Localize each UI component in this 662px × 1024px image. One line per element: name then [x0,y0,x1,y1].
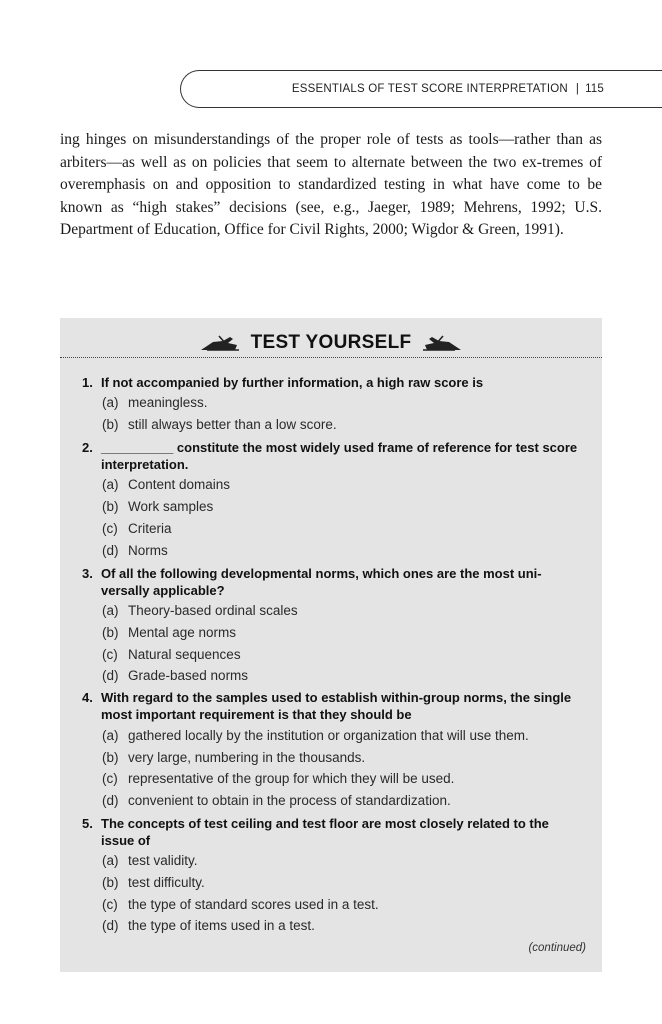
question-stem: If not accompanied by further information, a high raw score is [101,375,484,390]
option-text: the type of standard scores used in a test. [128,897,379,912]
option-label: (a) [102,728,119,743]
option-text: test validity. [128,853,198,868]
option-text: Content domains [128,477,231,492]
option-text: meaningless. [128,395,208,410]
question-number: 4. [82,690,93,705]
option-label: (b) [102,417,119,432]
test-yourself-heading [60,330,602,356]
continued-note: (continued) [528,942,586,954]
option-label: (d) [102,793,119,808]
question-2 [82,439,582,473]
option-label: (b) [102,625,119,640]
option-5a [102,852,572,870]
option-text: still always better than a low score. [128,417,337,432]
option-label: (a) [102,603,119,618]
option-1a [102,394,572,412]
option-label: (b) [102,750,119,765]
option-text: convenient to obtain in the process of standardization. [128,793,451,808]
question-5 [82,815,582,849]
option-3b [102,624,572,642]
question-number: 3. [82,566,93,581]
option-label: (c) [102,771,118,786]
option-label: (a) [102,853,119,868]
option-label: (c) [102,647,118,662]
header-separator: | [575,83,580,95]
option-4d [102,792,572,810]
question-stem: __________ constitute the most widely used frame of reference for test score interpretation. [101,440,578,472]
dotted-divider [60,357,602,358]
option-label: (a) [102,395,119,410]
question-number: 2. [82,440,93,455]
option-2d [102,542,572,560]
option-2b [102,498,572,516]
hand-writing-icon-right [421,333,463,353]
option-4a [102,727,572,745]
option-text: Norms [128,543,168,558]
option-label: (d) [102,918,119,933]
option-text: gathered locally by the institution or organization that will use them. [128,728,529,743]
question-stem: Of all the following developmental norms, which ones are the most uni-versally applicable? [101,566,542,598]
option-label: (c) [102,521,118,536]
question-stem: The concepts of test ceiling and test floor are most closely related to the issue of [101,816,549,848]
option-3d [102,667,572,685]
option-text: Natural sequences [128,647,241,662]
option-1b [102,416,572,434]
option-5b [102,874,572,892]
option-label: (c) [102,897,118,912]
option-text: representative of the group for which they will be used. [128,771,455,786]
option-5c [102,896,572,914]
question-number: 1. [82,375,93,390]
option-3a [102,602,572,620]
body-paragraph: ing hinges on misunderstandings of the proper role of tests as tools—rather than as arbiters—as well as on policies that seem to alternate between the two ex-tremes of overemphasis on and opposition to standardized testing in what have come to be known as “high stakes” decisions (see, e.g., Jaeger, 1989; Mehrens, 1992; U.S. Department of Education, Office for Civil Rights, 2000; Wigdor & Green, 1991). [60,131,602,238]
option-label: (a) [102,477,119,492]
option-text: test difficulty. [128,875,205,890]
option-label: (b) [102,499,119,514]
option-text: Work samples [128,499,214,514]
option-label: (b) [102,875,119,890]
option-2c [102,520,572,538]
option-text: Criteria [128,521,172,536]
question-4 [82,689,582,723]
option-3c [102,646,572,664]
option-text: the type of items used in a test. [128,918,315,933]
running-title: ESSENTIALS OF TEST SCORE INTERPRETATION [291,83,568,95]
option-text: Grade-based norms [128,668,249,683]
option-2a [102,476,572,494]
option-5d [102,917,572,935]
option-label: (d) [102,543,119,558]
running-header [292,83,604,95]
test-yourself-box [60,318,602,972]
option-text: very large, numbering in the thousands. [128,750,366,765]
question-stem: With regard to the samples used to establish within-group norms, the single most important requirement is that they should be [101,690,572,722]
option-4b [102,749,572,767]
option-text: Mental age norms [128,625,237,640]
test-yourself-title: TEST YOURSELF [250,332,412,353]
question-1 [82,374,582,391]
hand-writing-icon [199,333,241,353]
question-number: 5. [82,816,93,831]
question-3 [82,565,582,599]
option-text: Theory-based ordinal scales [128,603,298,618]
option-4c [102,770,572,788]
page-number: 115 [585,83,604,95]
option-label: (d) [102,668,119,683]
